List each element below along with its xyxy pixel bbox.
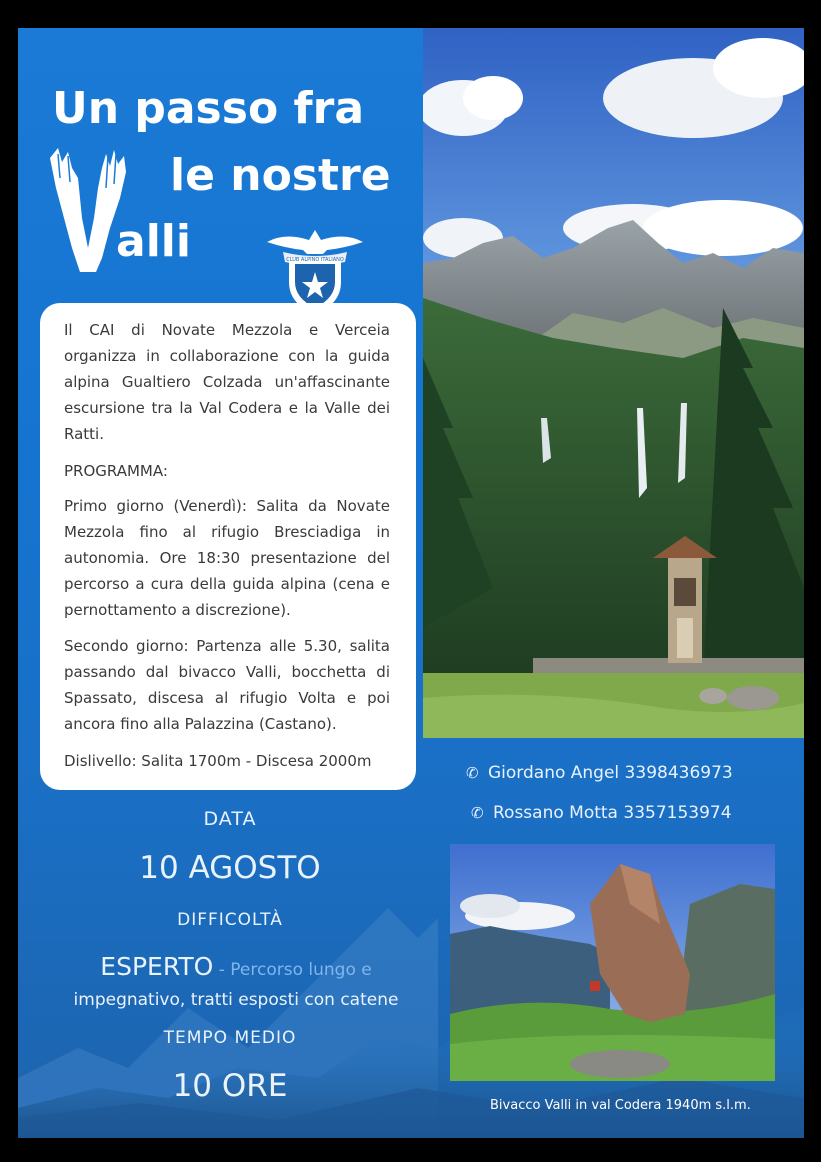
day-two-text: Secondo giorno: Partenza alle 5.30, salita passando dal bivacco Valli, bocchetta di Spassato, discesa al rifugio Volta e poi ancora fino alla Palazzina (Castano).	[64, 637, 390, 733]
trees-v-letter-icon	[48, 148, 128, 272]
photo-caption: Bivacco Valli in val Codera 1940m s.l.m.	[490, 1098, 751, 1113]
difficulty-note-2: impegnativo, tratti esposti con catene	[73, 990, 399, 1010]
day-one-text: Primo giorno (Venerdì): Salita da Novate Mezzola fino al rifugio Bresciadiga in autonomia. Ore 18:30 presentazione del percorso a cura della guida alpina (cena e pernottamento a discrezione).	[64, 497, 390, 619]
bivouac-boulder-photo	[450, 844, 775, 1081]
title-line-1: Un passo fra	[52, 83, 365, 134]
difficulty-note: - Percorso lungo e	[213, 960, 372, 980]
phone-icon: ✆	[471, 804, 484, 822]
title-line-3: alli	[116, 216, 191, 267]
contact-1-text: Giordano Angel 3398436973	[488, 763, 733, 783]
poster	[18, 28, 804, 1138]
difficulty-value: ESPERTO	[100, 952, 214, 981]
contact-2-text: Rossano Motta 3357153974	[493, 803, 732, 823]
difficulty-label: DIFFICOLTÀ	[177, 910, 283, 930]
time-label: TEMPO MEDIO	[163, 1028, 297, 1048]
mountain-waterfall-photo	[423, 28, 804, 738]
svg-text:CLUB ALPINO ITALIANO: CLUB ALPINO ITALIANO	[286, 257, 344, 263]
date-label: DATA	[203, 808, 257, 830]
description-card	[40, 303, 416, 790]
title-line-2: le nostre	[170, 150, 391, 201]
program-heading: PROGRAMMA:	[64, 462, 168, 480]
contact-1[interactable]	[466, 763, 733, 783]
time-value: 10 ORE	[172, 1068, 288, 1104]
intro-text: Il CAI di Novate Mezzola e Verceia organizza in collaborazione con la guida alpina Gualtiero Colzada un'affascinante escursione tra la Val Codera e la Valle dei Ratti.	[64, 321, 390, 443]
phone-icon: ✆	[466, 764, 479, 782]
contact-2[interactable]	[471, 803, 732, 823]
date-value: 10 AGOSTO	[139, 850, 321, 886]
elevation-text: Dislivello: Salita 1700m - Discesa 2000m	[64, 752, 372, 770]
difficulty-block	[46, 952, 426, 1015]
